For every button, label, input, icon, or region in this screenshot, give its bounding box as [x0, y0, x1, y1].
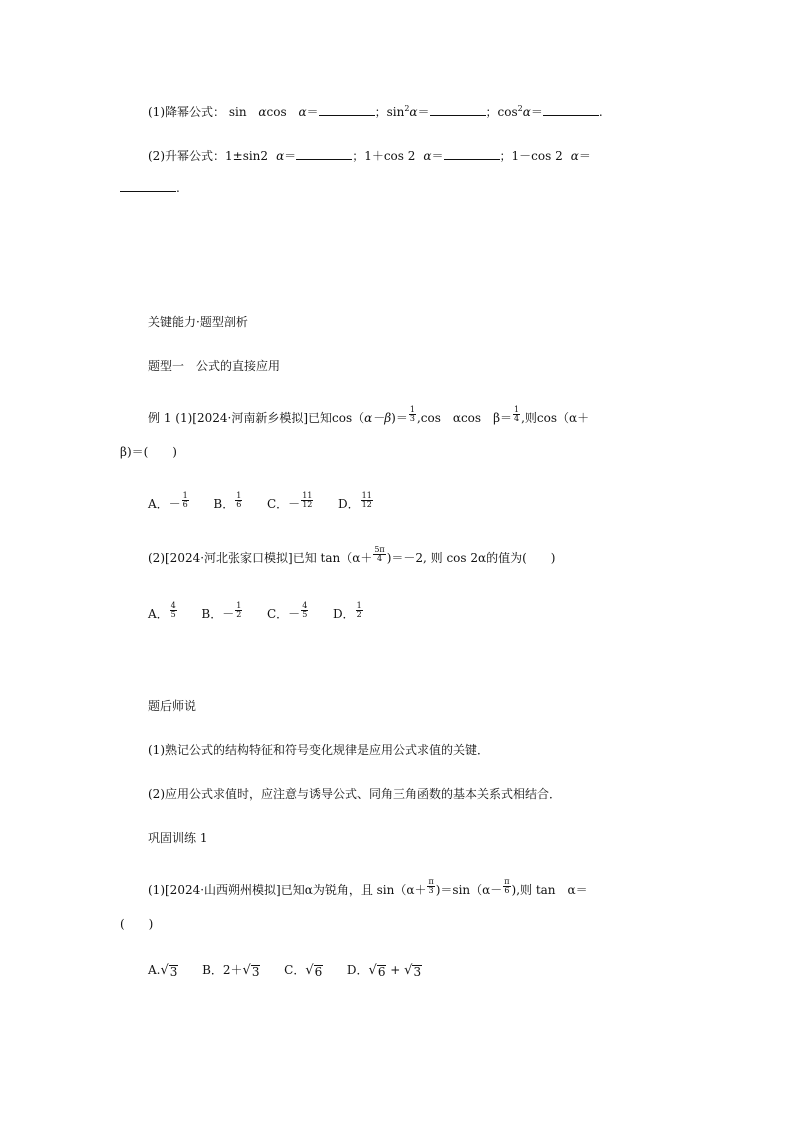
- equals-sign: ＝: [431, 149, 444, 163]
- teacher-notes-title: 题后师说: [148, 699, 197, 713]
- answer-blank[interactable]: [444, 148, 500, 160]
- raise-formula-line-2: [120, 180, 180, 196]
- raise-label: (2)升幂公式：: [148, 149, 225, 163]
- alpha-symbol: α: [570, 149, 579, 163]
- answer-blank[interactable]: [296, 148, 352, 160]
- option-c[interactable]: C．－ $\frac{4}{5}$: [267, 601, 308, 621]
- answer-blank[interactable]: [430, 104, 486, 116]
- practice-q1-line2: ( ): [120, 917, 154, 931]
- cos-text: cos: [266, 105, 287, 119]
- semicolon: ；: [485, 105, 498, 119]
- example-label: 例 1: [148, 411, 172, 425]
- semicolon: ；: [374, 105, 387, 119]
- square-superscript: 2: [517, 104, 523, 113]
- sqrt-icon: √ 6: [368, 963, 386, 979]
- option-d[interactable]: D． $\frac{11}{12}$: [338, 491, 372, 511]
- sqrt-icon: √ 6: [305, 963, 323, 979]
- practice-q1-text: ),则 tan α＝: [511, 883, 588, 897]
- example1-q2: [148, 545, 556, 567]
- option-d[interactable]: D． $\frac{1}{2}$: [332, 601, 362, 621]
- q2-text: )＝－2, 则 cos 2α的值为( ): [386, 551, 556, 565]
- semicolon: ；: [499, 149, 512, 163]
- example1-q1-line1: [148, 405, 590, 427]
- practice-q1-line1: [148, 877, 588, 899]
- heading-question-type-1: 题型一 公式的直接应用: [148, 359, 281, 373]
- heading-key-ability: 关键能力·题型剖析: [148, 315, 248, 329]
- fraction-1-3: $\frac{1}{3}$: [409, 405, 415, 423]
- alpha-symbol: α: [258, 105, 267, 119]
- raise-formula-line: [148, 148, 591, 164]
- alpha-symbol: α: [298, 105, 307, 119]
- option-c[interactable]: C． √ 6: [284, 963, 323, 979]
- alpha-symbol: α: [522, 105, 531, 119]
- equals-sign: ＝: [417, 105, 430, 119]
- alpha-symbol: α: [409, 105, 418, 119]
- semicolon: ；: [352, 149, 365, 163]
- q1-text: )＝: [391, 411, 408, 425]
- option-d[interactable]: D． √ 6 + √ 3: [346, 963, 422, 979]
- fraction-pi-6: $\frac{\pi}{6}$: [504, 877, 510, 895]
- option-a[interactable]: A．－ $\frac{1}{6}$: [148, 491, 188, 511]
- alpha-symbol: α: [423, 149, 432, 163]
- practice-q1-text: (1)[2024·山西朔州模拟]已知α为锐角，且 sin（α＋: [148, 883, 427, 897]
- equals-sign: ＝: [306, 105, 319, 119]
- q1-text: (1)[2024·河南新乡模拟]已知cos（: [175, 411, 365, 425]
- practice-title: 巩固训练 1: [148, 831, 208, 845]
- sqrt-icon: √ 3: [160, 963, 178, 979]
- raise-expr-1: 1±sin2: [225, 149, 269, 163]
- period: .: [598, 105, 603, 119]
- equals-sign: ＝: [578, 149, 591, 163]
- fraction-pi-3: $\frac{\pi}{3}$: [428, 877, 434, 895]
- example1-q1-line2: β)＝( ): [120, 445, 177, 459]
- reduce-formula-line: [148, 104, 603, 122]
- option-a[interactable]: A． $\frac{4}{5}$: [148, 601, 176, 621]
- option-b[interactable]: B．－ $\frac{1}{2}$: [201, 601, 242, 621]
- equals-sign: ＝: [284, 149, 297, 163]
- answer-blank[interactable]: [120, 180, 176, 192]
- option-b[interactable]: B．2＋ √ 3: [202, 963, 260, 979]
- sin-text: sin: [228, 105, 247, 119]
- reduce-label: (1)降幂公式：: [148, 105, 225, 119]
- fraction-1-4: $\frac{1}{4}$: [514, 405, 520, 423]
- sqrt-icon: √ 3: [242, 963, 260, 979]
- fraction-5pi-4: $\frac{5\pi}{4}$: [374, 545, 385, 563]
- square-superscript: 2: [404, 104, 410, 113]
- teacher-note-1: (1)熟记公式的结构特征和符号变化规律是应用公式求值的关键．: [148, 743, 490, 757]
- teacher-note-2: (2)应用公式求值时，应注意与诱导公式、同角三角函数的基本关系式相结合．: [148, 787, 562, 801]
- q2-text: (2)[2024·河北张家口模拟]已知 tan（α＋: [148, 551, 373, 565]
- example1-options-2: [148, 601, 364, 623]
- raise-expr-3: 1－cos 2: [511, 149, 563, 163]
- option-b[interactable]: B． $\frac{1}{6}$: [213, 491, 242, 511]
- answer-blank[interactable]: [543, 104, 599, 116]
- practice-q1-text: )＝sin（α－: [435, 883, 503, 897]
- option-c[interactable]: C．－ $\frac{11}{12}$: [267, 491, 313, 511]
- q1-text: ,cos αcos β＝: [416, 411, 513, 425]
- answer-blank[interactable]: [319, 104, 375, 116]
- q1-expr: α－β: [364, 411, 392, 425]
- option-a[interactable]: A. √ 3: [148, 963, 178, 979]
- sin-text: sin: [386, 105, 405, 119]
- sqrt-icon: √ 3: [404, 963, 422, 979]
- alpha-symbol: α: [276, 149, 285, 163]
- cos-text: cos: [497, 105, 518, 119]
- q1-text: ,则cos（α＋: [521, 411, 590, 425]
- raise-expr-2: 1＋cos 2: [364, 149, 416, 163]
- period: .: [176, 181, 180, 195]
- equals-sign: ＝: [530, 105, 543, 119]
- example1-options-1: [148, 491, 374, 513]
- practice-options: [148, 962, 422, 979]
